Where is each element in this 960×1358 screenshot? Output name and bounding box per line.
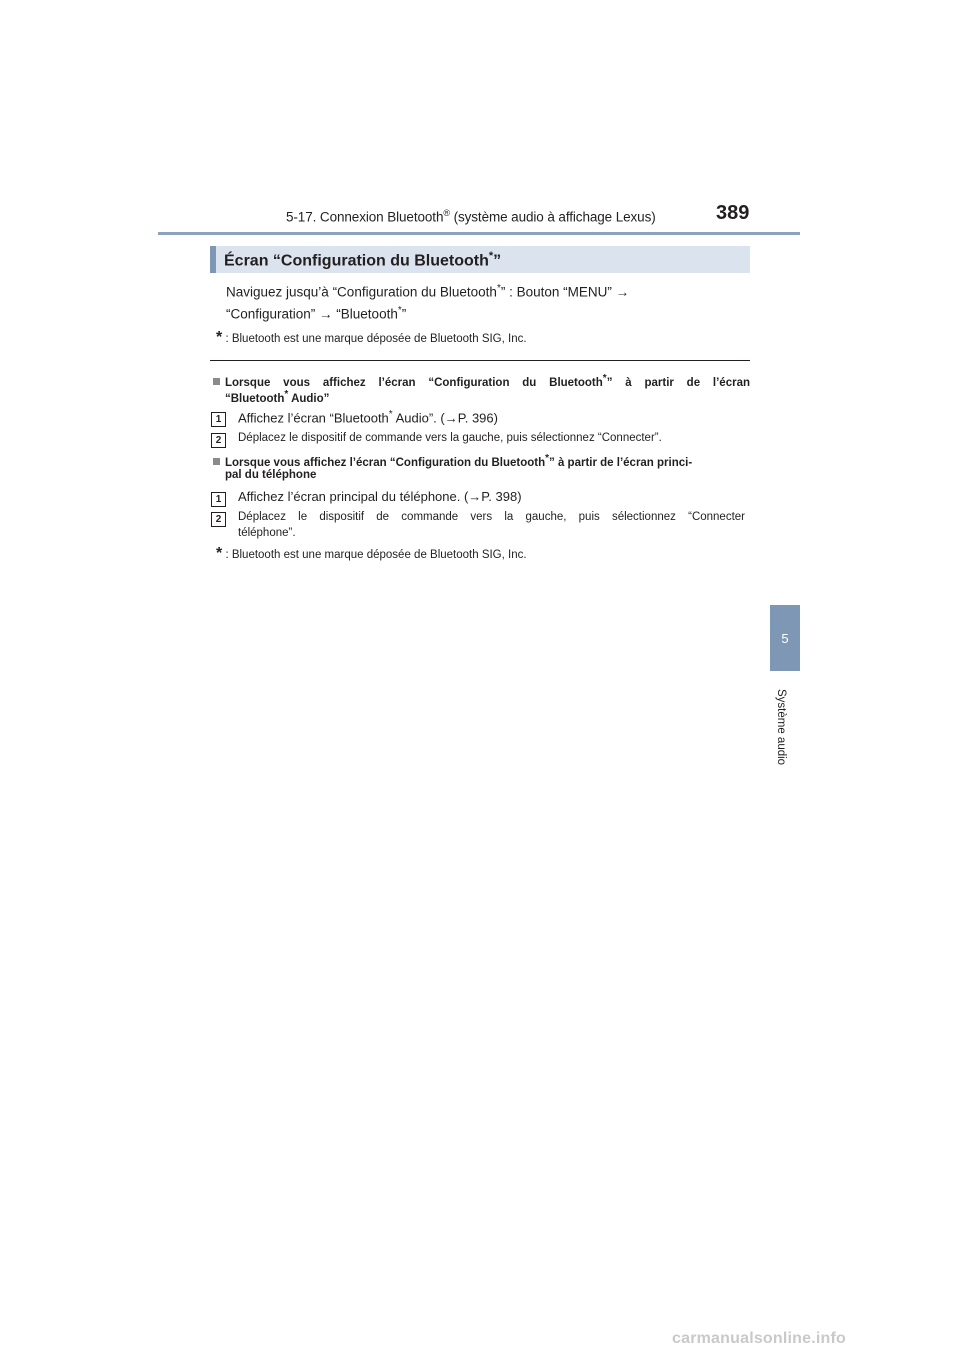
intro-line-1: Naviguez jusqu’à “Configuration du Bluetooth*” : Bouton “MENU” → <box>226 283 630 300</box>
step-number-badge: 1 <box>211 492 226 507</box>
site-watermark: carmanualsonline.info <box>672 1330 847 1347</box>
header-rule <box>158 232 800 235</box>
step-number-badge: 1 <box>211 412 226 427</box>
running-header: 5-17. Connexion Bluetooth® (système audio à affichage Lexus) <box>286 208 656 225</box>
step-text: Affichez l’écran principal du téléphone. (→P. 398) <box>238 489 522 504</box>
footnote: * : Bluetooth est une marque déposée de Bluetooth SIG, Inc. <box>216 545 527 562</box>
block-2-heading-line-1: Lorsque vous affichez l’écran “Configuration du Bluetooth*” à partir de l’écran princi- <box>213 453 692 469</box>
intro-line-2: “Configuration” → “Bluetooth*” <box>226 305 407 322</box>
block-2-heading-line-2: pal du téléphone <box>225 469 317 481</box>
divider <box>210 360 750 361</box>
square-bullet-icon <box>213 458 220 465</box>
section-title: Écran “Configuration du Bluetooth*” <box>224 250 502 270</box>
square-bullet-icon <box>213 378 220 385</box>
block-1-heading-line-2: “Bluetooth* Audio” <box>225 389 330 405</box>
step-number-badge: 2 <box>211 512 226 527</box>
chapter-tab <box>770 605 800 671</box>
footnote: * : Bluetooth est une marque déposée de Bluetooth SIG, Inc. <box>216 329 527 346</box>
step-text: Affichez l’écran “Bluetooth* Audio”. (→P. 396) <box>238 409 498 426</box>
step-text-line-2: téléphone”. <box>238 527 296 539</box>
step-text: Déplacez le dispositif de commande vers la gauche, puis sélectionnez “Connecter”. <box>238 432 662 444</box>
chapter-label: Système audio <box>775 688 787 766</box>
footnote-star: * <box>216 545 223 562</box>
footnote-star: * <box>216 329 223 346</box>
step-text-line-1: Déplacez le dispositif de commande vers la gauche, puis sélectionnez “Connecter <box>238 511 745 523</box>
step-number-badge: 2 <box>211 433 226 448</box>
chapter-number: 5 <box>781 630 789 646</box>
section-title-accent <box>210 246 216 273</box>
block-1-heading-line-1: Lorsque vous affichez l’écran “Configuration du Bluetooth*” à partir de l’écran <box>213 373 750 389</box>
page-number: 389 <box>716 202 750 224</box>
